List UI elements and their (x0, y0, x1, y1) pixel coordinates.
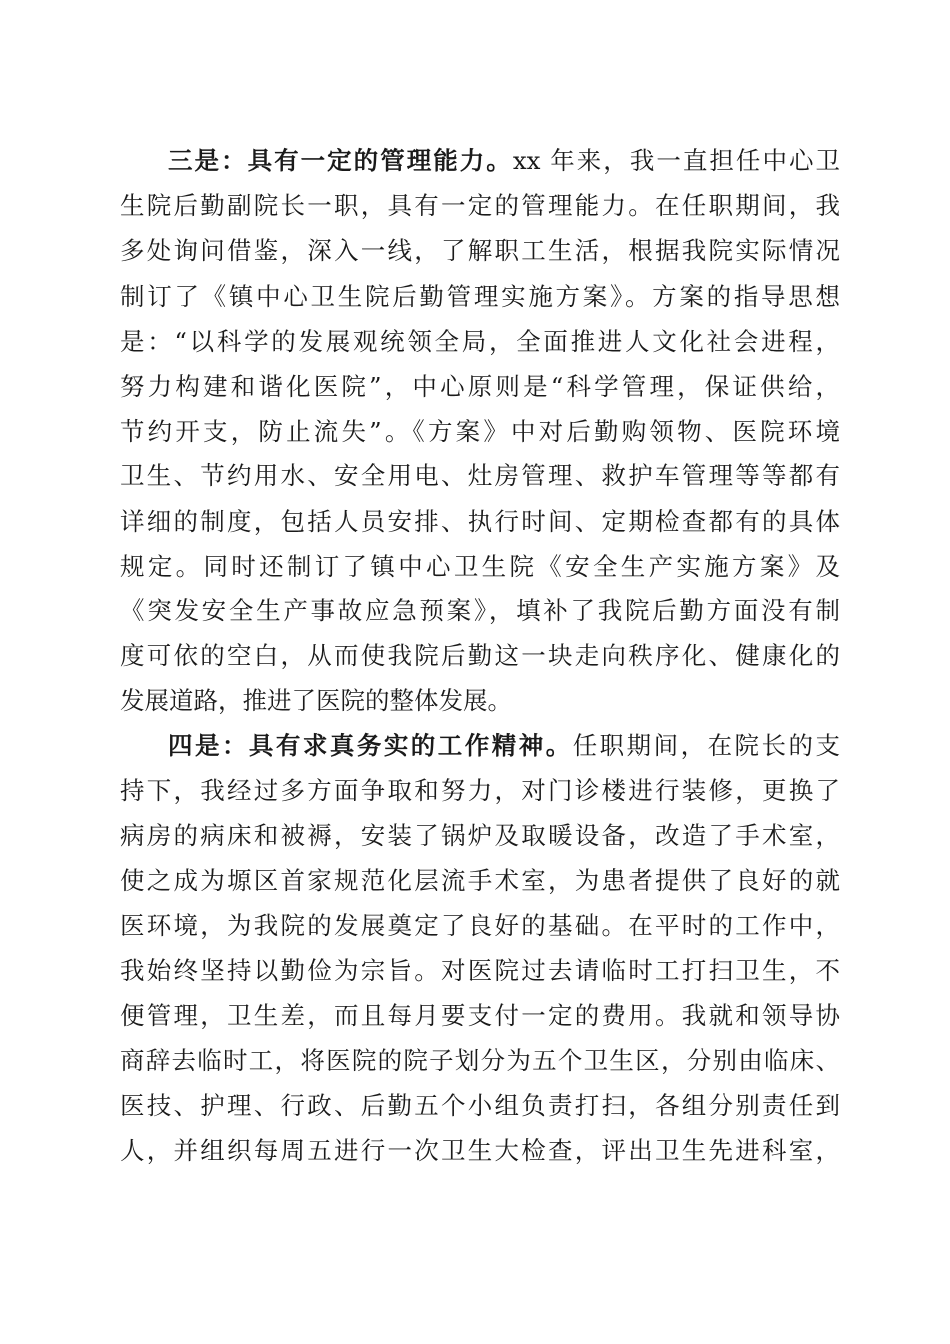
paragraph-1-line-1-text: xx 年来，我一直担任中心卫 (512, 146, 840, 175)
paragraph-2-line-2: 持下，我经过多方面争取和努力，对门诊楼进行装修，更换了 (120, 776, 840, 805)
paragraph-2-line-5: 医环境，为我院的发展奠定了良好的基础。在平时的工作中， (120, 911, 840, 940)
paragraph-1-line-10: 规定。同时还制订了镇中心卫生院《安全生产实施方案》及 (120, 552, 840, 581)
paragraph-2-line-7: 便管理，卫生差，而且每月要支付一定的费用。我就和领导协 (120, 1001, 840, 1030)
paragraph-2-line-6: 我始终坚持以勤俭为宗旨。对医院过去请临时工打扫卫生，不 (120, 956, 840, 985)
paragraph-2-line-3: 病房的病床和被褥，安装了锅炉及取暖设备，改造了手术室， (120, 821, 840, 850)
paragraph-1-line-1 (168, 146, 840, 176)
paragraph-1-line-11: 《突发安全生产事故应急预案》，填补了我院后勤方面没有制 (120, 596, 840, 625)
paragraph-1-line-3: 多处询问借鉴，深入一线，了解职工生活，根据我院实际情况 (120, 236, 840, 265)
paragraph-1-line-9: 详细的制度，包括人员安排、执行时间、定期检查都有的具体 (120, 507, 840, 536)
paragraph-1-line-7: 节约开支，防止流失”。《方案》中对后勤购领物、医院环境 (120, 417, 840, 446)
paragraph-1-line-12: 度可依的空白，从而使我院后勤这一块走向秩序化、健康化的 (120, 641, 840, 670)
paragraph-1-line-5: 是：“以科学的发展观统领全局，全面推进人文化社会进程， (120, 327, 840, 356)
paragraph-2-lead: 四是：具有求真务实的工作精神。 (168, 731, 573, 760)
paragraph-2-line-10: 人，并组织每周五进行一次卫生大检查，评出卫生先进科室， (120, 1136, 840, 1165)
paragraph-1-line-6: 努力构建和谐化医院”，中心原则是“科学管理，保证供给， (120, 372, 840, 401)
paragraph-1-line-2: 生院后勤副院长一职，具有一定的管理能力。在任职期间，我 (120, 191, 840, 220)
paragraph-2-line-9: 医技、护理、行政、后勤五个小组负责打扫，各组分别责任到 (120, 1091, 840, 1120)
paragraph-2-line-1 (168, 731, 840, 761)
paragraph-1-line-4: 制订了《镇中心卫生院后勤管理实施方案》。方案的指导思想 (120, 282, 840, 311)
paragraph-1-lead: 三是：具有一定的管理能力。 (168, 146, 513, 175)
paragraph-1-line-8: 卫生、节约用水、安全用电、灶房管理、救护车管理等等都有 (120, 461, 840, 490)
paragraph-1-line-13: 发展道路，推进了医院的整体发展。 (120, 686, 512, 715)
paragraph-2-line-4: 使之成为塬区首家规范化层流手术室，为患者提供了良好的就 (120, 866, 840, 895)
paragraph-2-line-1-text: 任职期间，在院长的支 (572, 731, 840, 760)
paragraph-2-line-8: 商辞去临时工，将医院的院子划分为五个卫生区，分别由临床、 (120, 1046, 840, 1075)
